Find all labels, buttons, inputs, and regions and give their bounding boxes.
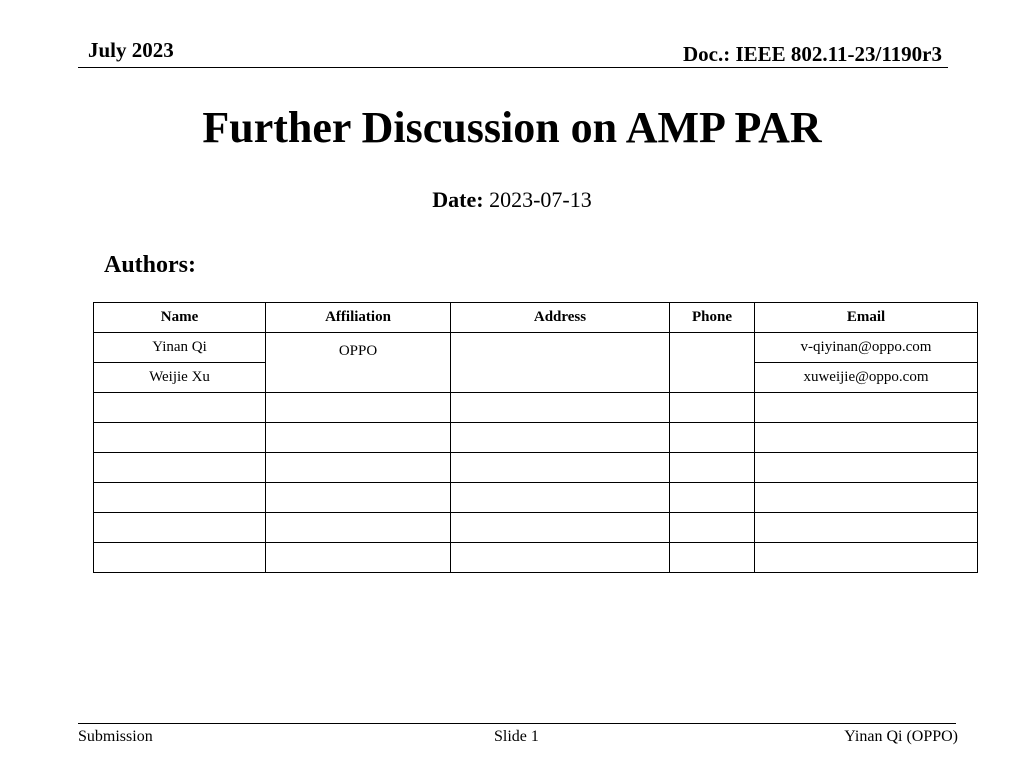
table-row-empty xyxy=(94,483,978,513)
empty-cell xyxy=(755,393,978,423)
header-date: July 2023 xyxy=(88,38,174,62)
empty-cell xyxy=(451,543,670,573)
empty-cell xyxy=(755,513,978,543)
empty-cell xyxy=(451,423,670,453)
col-header-name: Name xyxy=(94,303,266,333)
cell-email: v-qiyinan@oppo.com xyxy=(755,333,978,363)
authors-heading: Authors: xyxy=(104,252,197,278)
empty-cell xyxy=(266,543,451,573)
empty-cell xyxy=(451,483,670,513)
footer-author: Yinan Qi (OPPO) xyxy=(844,728,958,745)
empty-cell xyxy=(94,483,266,513)
empty-cell xyxy=(670,483,755,513)
authors-table xyxy=(93,302,978,573)
footer-rule xyxy=(78,723,956,724)
table-row-empty xyxy=(94,423,978,453)
empty-cell xyxy=(266,423,451,453)
table-row-empty xyxy=(94,453,978,483)
empty-cell xyxy=(670,543,755,573)
empty-cell xyxy=(266,513,451,543)
cell-name: Weijie Xu xyxy=(94,363,266,393)
col-header-email: Email xyxy=(755,303,978,333)
empty-cell xyxy=(755,483,978,513)
cell-phone xyxy=(670,333,755,393)
empty-cell xyxy=(670,423,755,453)
empty-cell xyxy=(266,393,451,423)
header-rule xyxy=(78,67,948,68)
col-header-phone: Phone xyxy=(670,303,755,333)
empty-cell xyxy=(451,393,670,423)
empty-cell xyxy=(94,423,266,453)
empty-cell xyxy=(94,543,266,573)
header-doc-number: Doc.: IEEE 802.11-23/1190r3 xyxy=(682,42,942,66)
date-label: Date: xyxy=(432,187,484,212)
empty-cell xyxy=(94,453,266,483)
empty-cell xyxy=(451,513,670,543)
cell-name: Yinan Qi xyxy=(94,333,266,363)
table-row-empty xyxy=(94,513,978,543)
slide-title: Further Discussion on AMP PAR xyxy=(202,103,822,152)
col-header-address: Address xyxy=(451,303,670,333)
cell-email: xuweijie@oppo.com xyxy=(755,363,978,393)
empty-cell xyxy=(670,513,755,543)
empty-cell xyxy=(266,453,451,483)
empty-cell xyxy=(94,513,266,543)
empty-cell xyxy=(266,483,451,513)
footer-submission: Submission xyxy=(78,728,153,745)
col-header-affiliation: Affiliation xyxy=(266,303,451,333)
empty-cell xyxy=(670,453,755,483)
date-line xyxy=(0,187,1024,213)
empty-cell xyxy=(670,393,755,423)
empty-cell xyxy=(94,393,266,423)
empty-cell xyxy=(451,453,670,483)
empty-cell xyxy=(755,423,978,453)
table-header-row xyxy=(94,303,978,333)
empty-cell xyxy=(755,453,978,483)
empty-cell xyxy=(755,543,978,573)
table-row-empty xyxy=(94,543,978,573)
footer-slide-number: Slide 1 xyxy=(494,728,539,745)
cell-address xyxy=(451,333,670,393)
date-value: 2023-07-13 xyxy=(489,187,592,212)
cell-affiliation: OPPO xyxy=(266,333,451,393)
table-row xyxy=(94,333,978,363)
table-row-empty xyxy=(94,393,978,423)
